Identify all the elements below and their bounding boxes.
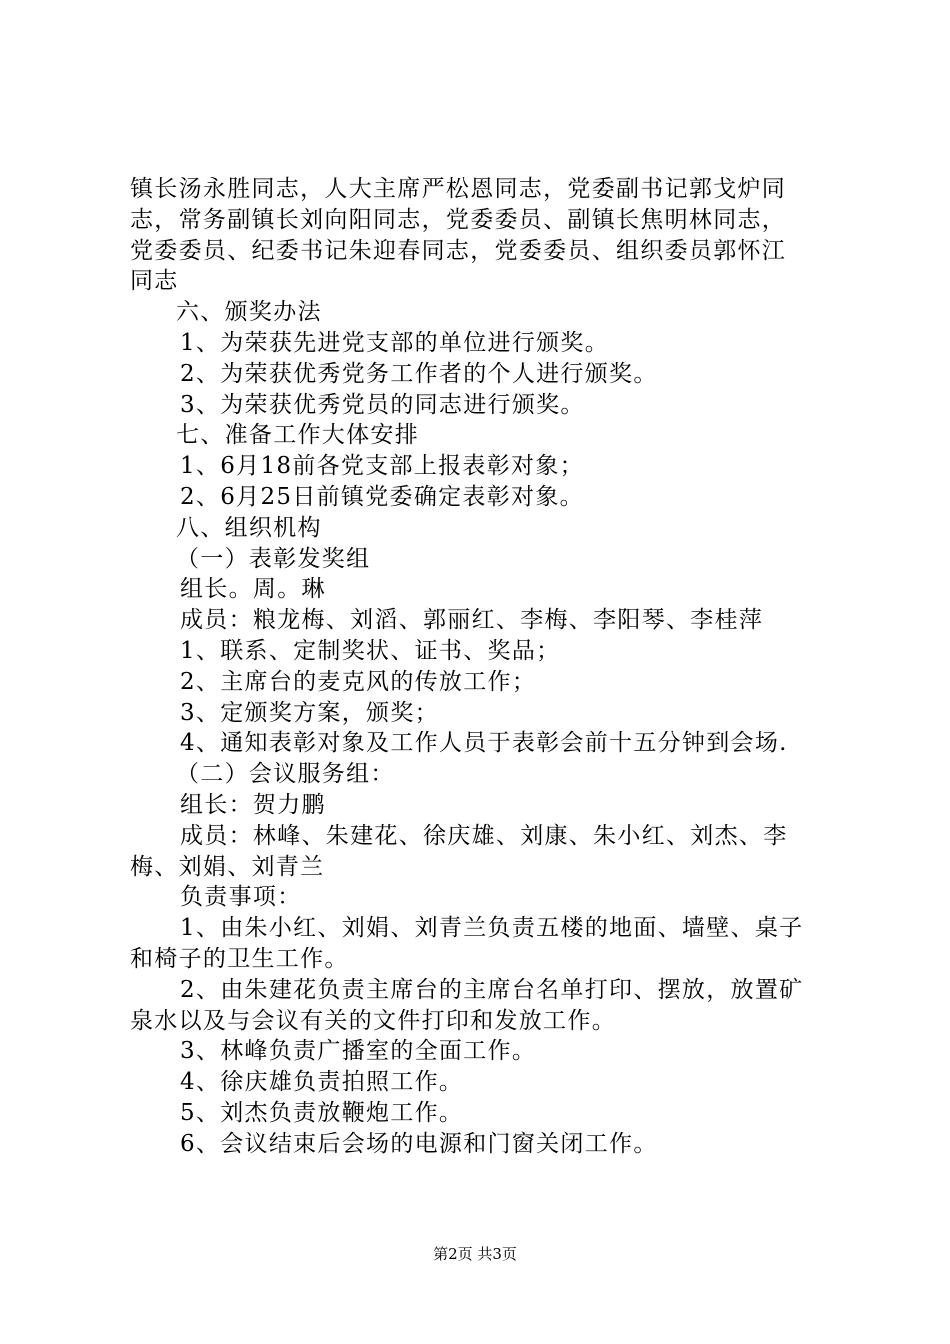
text-line: 3、林峰负责广播室的全面工作。 <box>180 1038 537 1065</box>
text-line: 2、6月25日前镇党委确定表彰对象。 <box>180 483 584 510</box>
text-line: 成员：粮龙梅、刘滔、郭丽红、李梅、李阳琴、李桂萍 <box>180 607 764 634</box>
text-line: 党委委员、纪委书记朱迎春同志，党委委员、组织委员郭怀江 <box>130 237 787 264</box>
text-line: 5、刘杰负责放鞭炮工作。 <box>180 1099 464 1126</box>
text-line: 3、为荣获优秀党员的同志进行颁奖。 <box>180 391 585 418</box>
text-line: 梅、刘娟、刘青兰 <box>130 853 325 880</box>
text-line: 志，常务副镇长刘向阳同志，党委委员、副镇长焦明林同志， <box>130 206 787 233</box>
text-line: 镇长汤永胜同志，人大主席严松恩同志，党委副书记郭戈炉同 <box>130 176 787 202</box>
section-heading: 八、组织机构 <box>176 514 322 541</box>
text-line: 3、定颁奖方案，颁奖； <box>180 699 439 726</box>
subsection-heading: （二）会议服务组： <box>176 761 395 788</box>
section-heading: 七、准备工作大体安排 <box>176 422 419 449</box>
text-line: 1、6月18前各党支部上报表彰对象； <box>180 453 584 480</box>
text-line: 泉水以及与会议有关的文件打印和发放工作。 <box>130 1007 616 1034</box>
text-line: 6、会议结束后会场的电源和门窗关闭工作。 <box>180 1130 658 1157</box>
text-line: 2、由朱建花负责主席台的主席台名单打印、摆放，放置矿 <box>180 976 804 1003</box>
text-line: 1、联系、定制奖状、证书、奖品； <box>180 637 561 664</box>
text-line: 1、由朱小红、刘娟、刘青兰负责五楼的地面、墙壁、桌子 <box>180 915 804 942</box>
text-line: 1、为荣获先进党支部的单位进行颁奖。 <box>180 329 610 356</box>
subsection-heading: （一）表彰发奖组 <box>176 545 371 572</box>
text-line: 成员：林峰、朱建花、徐庆雄、刘康、朱小红、刘杰、李 <box>180 822 788 849</box>
text-line: 2、为荣获优秀党务工作者的个人进行颁奖。 <box>180 360 658 387</box>
text-line: 和椅子的卫生工作。 <box>130 945 349 972</box>
text-line: 4、通知表彰对象及工作人员于表彰会前十五分钟到会场. <box>180 730 788 757</box>
text-line: 组长。周。琳 <box>180 576 326 603</box>
page-number-footer: 第2页 共3页 <box>433 1245 517 1263</box>
text-line: 组长：贺力鹏 <box>180 791 326 818</box>
text-line: 2、主席台的麦克风的传放工作； <box>180 668 537 695</box>
section-heading: 六、颁奖办法 <box>176 299 322 326</box>
document-body <box>130 174 830 1160</box>
text-line: 4、徐庆雄负责拍照工作。 <box>180 1069 464 1096</box>
text-line: 同志 <box>130 268 179 295</box>
text-line: 负责事项： <box>180 884 302 911</box>
